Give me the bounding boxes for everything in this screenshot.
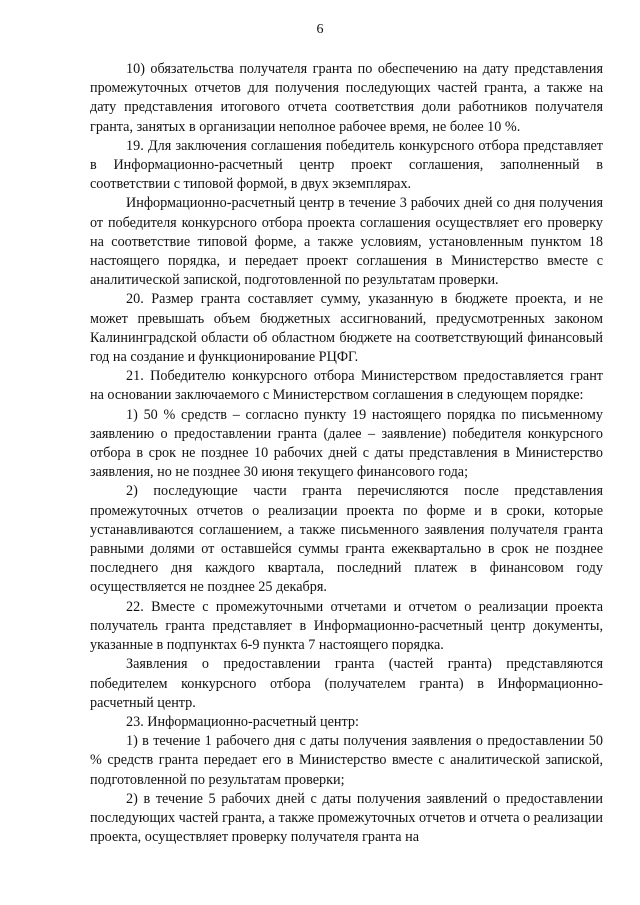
paragraph-22-applications: Заявления о предоставлении гранта (частей гранта) представляются победителем конкурсного отбора (получателем гранта) в Информационно-расчетный центр. [90, 656, 603, 711]
paragraph-23-1: 1) в течение 1 рабочего дня с даты получения заявления о предоставлении 50 % средств гранта передает его в Министерство вместе с аналитической запиской, подготовленной по результатам проверки; [90, 733, 603, 788]
paragraph-20: 20. Размер гранта составляет сумму, указанную в бюджете проекта, и не может превышать объем бюджетных ассигнований, предусмотренных законом Калининградской области об областном бюджете на соответствующий финансовый год на создание и функционирование РЦФГ. [90, 291, 603, 366]
page-number: 6 [316, 22, 324, 37]
paragraph-21: 21. Победителю конкурсного отбора Министерством предоставляется грант на основании заключаемого с Министерством соглашения в следующем порядке: [90, 368, 603, 404]
paragraph-19: 19. Для заключения соглашения победитель конкурсного отбора представляет в Информационно-расчетный центр проект соглашения, заполненный в соответствии с типовой формой, в двух экземплярах. [90, 137, 603, 193]
paragraph-21-2: 2) последующие части гранта перечисляются после представления промежуточных отчетов о реализации проекта по форме и в сроки, которые устанавливаются соглашением, а также письменного заявления получателя гранта равными долями от оставшейся суммы гранта ежеквартально в срок не позднее последнего дня каждого квартала, последний платеж в финансовом году осуществляется не позднее 25 декабря. [90, 483, 603, 596]
paragraph-21-1: 1) 50 % средств – согласно пункту 19 настоящего порядка по письменному заявлению о предоставлении гранта (далее – заявление) победителя конкурсного отбора в срок не позднее 10 рабочих дней с даты представления в Министерство заявления, но не позднее 30 июня текущего финансового года; [90, 406, 603, 481]
paragraph-19-irc: Информационно-расчетный центр в течение 3 рабочих дней со дня получения от победителя конкурсного отбора проекта соглашения осуществляет его проверку на соответствие типовой форме, а также условиям, установленным пунктом 18 настоящего порядка, и передает проект соглашения в Министерство вместе с аналитической запиской, подготовленной по результатам проверки. [90, 195, 603, 289]
document-body [90, 60, 603, 847]
paragraph-10: 10) обязательства получателя гранта по обеспечению на дату представления промежуточных отчетов для получения последующих частей гранта, а также на дату представления итогового отчета соответствия доли работников получателя гранта, занятых в организации неполное рабочее время, не более 10 %. [90, 61, 603, 135]
paragraph-22: 22. Вместе с промежуточными отчетами и отчетом о реализации проекта получатель гранта представляет в Информационно-расчетный центр документы, указанные в подпунктах 6-9 пункта 7 настоящего порядка. [90, 598, 603, 654]
paragraph-23-2: 2) в течение 5 рабочих дней с даты получения заявлений о предоставлении последующих частей гранта, а также промежуточных отчетов и отчета о реализации проекта, осуществляет проверку получателя гранта на [90, 790, 603, 846]
paragraph-23: 23. Информационно-расчетный центр: [126, 713, 359, 730]
